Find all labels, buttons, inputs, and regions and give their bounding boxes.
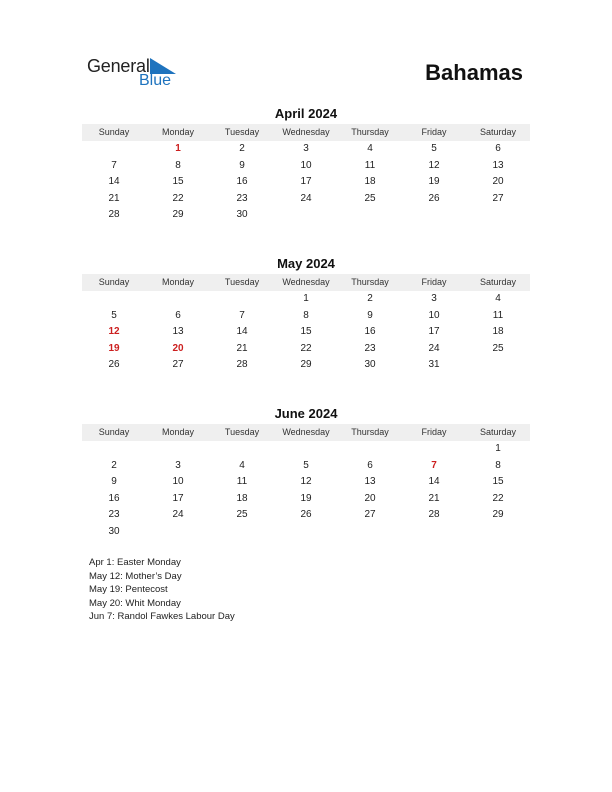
week-row [82, 491, 530, 508]
date-cell: 20 [364, 492, 376, 504]
date-cell: 27 [172, 359, 184, 370]
date-cell: 2 [367, 293, 373, 304]
weekday-label: Saturday [479, 427, 517, 437]
date-cell: 14 [236, 326, 248, 337]
empty-date-cell [146, 524, 210, 541]
date-cell: 27 [492, 192, 504, 204]
weekday-label: Sunday [98, 277, 130, 287]
date-cell: 30 [236, 209, 248, 220]
date-cell: 24 [300, 192, 312, 204]
week-row [82, 174, 530, 191]
date-cell: 6 [495, 143, 501, 154]
date-cell: 2 [111, 459, 117, 471]
date-cell: 26 [428, 192, 440, 204]
weekday-header-row [82, 124, 530, 141]
weekday-label: Friday [421, 427, 447, 437]
month-title: June 2024 [274, 406, 338, 421]
holiday-item: May 12: Mother’s Day [89, 570, 182, 582]
empty-date-cell [82, 141, 146, 158]
month-block [82, 406, 530, 540]
week-row [82, 141, 530, 158]
week-row [82, 308, 530, 325]
date-cell: 9 [367, 309, 373, 321]
date-cell: 17 [172, 492, 184, 504]
weekday-label: Tuesday [224, 427, 260, 437]
holiday-date-cell: 7 [431, 459, 437, 471]
date-cell: 16 [236, 176, 248, 187]
holiday-list [89, 556, 235, 624]
weekday-label: Monday [161, 427, 195, 437]
date-cell: 15 [492, 476, 504, 487]
week-row [82, 324, 530, 341]
date-cell: 2 [239, 143, 245, 154]
date-cell: 25 [492, 342, 504, 354]
date-cell: 28 [236, 359, 248, 370]
empty-date-cell [82, 441, 146, 458]
date-cell: 23 [236, 192, 248, 204]
month-title: April 2024 [274, 106, 338, 121]
generalblue-logo [87, 56, 187, 92]
week-row [82, 507, 530, 524]
weekday-label: Monday [161, 127, 195, 137]
date-cell: 25 [236, 509, 248, 520]
week-row [82, 474, 530, 491]
date-cell: 1 [303, 293, 309, 304]
weekday-header-row [82, 424, 530, 441]
date-cell: 4 [239, 459, 245, 471]
weekday-label: Monday [161, 277, 195, 287]
weekday-label: Saturday [479, 127, 517, 137]
week-row [82, 207, 530, 224]
empty-date-cell [210, 524, 274, 541]
empty-date-cell [82, 291, 146, 308]
holiday-item: May 20: Whit Monday [89, 597, 181, 609]
date-cell: 18 [364, 176, 376, 187]
weekday-label: Tuesday [224, 127, 260, 137]
date-cell: 22 [172, 192, 184, 204]
date-cell: 30 [364, 359, 376, 370]
date-cell: 11 [492, 309, 504, 321]
weekday-label: Thursday [351, 277, 389, 287]
empty-date-cell [338, 524, 402, 541]
date-cell: 5 [431, 143, 437, 154]
empty-date-cell [402, 207, 466, 224]
date-cell: 10 [300, 159, 312, 171]
date-cell: 29 [172, 209, 184, 220]
date-cell: 5 [303, 459, 309, 471]
date-cell: 16 [108, 492, 120, 504]
date-cell: 1 [495, 443, 501, 454]
weekday-label: Wednesday [282, 427, 330, 437]
weekday-label: Thursday [351, 427, 389, 437]
empty-date-cell [402, 441, 466, 458]
week-row [82, 158, 530, 175]
weekday-label: Friday [421, 127, 447, 137]
date-cell: 9 [111, 476, 117, 487]
date-cell: 6 [367, 459, 373, 471]
holiday-date-cell: 12 [108, 326, 120, 337]
date-cell: 8 [175, 159, 181, 171]
empty-date-cell [274, 524, 338, 541]
date-cell: 29 [492, 509, 504, 520]
date-cell: 22 [300, 342, 312, 354]
logo-text-blue: Blue [139, 72, 172, 89]
empty-date-cell [146, 441, 210, 458]
date-cell: 21 [428, 492, 440, 504]
weekday-label: Thursday [351, 127, 389, 137]
date-cell: 5 [111, 309, 117, 321]
empty-date-cell [466, 207, 530, 224]
date-cell: 17 [428, 326, 440, 337]
date-cell: 29 [300, 359, 312, 370]
date-cell: 25 [364, 192, 376, 204]
date-cell: 20 [492, 176, 504, 187]
date-cell: 15 [172, 176, 184, 187]
date-cell: 22 [492, 492, 504, 504]
empty-date-cell [466, 357, 530, 374]
empty-date-cell [210, 441, 274, 458]
holiday-date-cell: 19 [108, 342, 120, 354]
date-cell: 24 [428, 342, 440, 354]
date-cell: 7 [111, 159, 117, 171]
week-row [82, 441, 530, 458]
month-title: May 2024 [277, 256, 335, 271]
empty-date-cell [274, 207, 338, 224]
date-cell: 10 [172, 476, 184, 487]
weekday-label: Saturday [479, 277, 517, 287]
empty-date-cell [402, 524, 466, 541]
date-cell: 11 [236, 476, 248, 487]
week-row [82, 191, 530, 208]
empty-date-cell [146, 291, 210, 308]
weekday-header-row [82, 274, 530, 291]
empty-date-cell [338, 441, 402, 458]
week-row [82, 341, 530, 358]
date-cell: 16 [364, 326, 376, 337]
date-cell: 4 [367, 143, 373, 154]
weekday-label: Sunday [98, 127, 130, 137]
holiday-item: Apr 1: Easter Monday [89, 557, 181, 568]
holiday-date-cell: 1 [175, 143, 181, 154]
date-cell: 4 [495, 293, 501, 304]
date-cell: 12 [300, 476, 312, 487]
date-cell: 13 [364, 476, 376, 487]
date-cell: 24 [172, 509, 184, 520]
month-block [82, 256, 530, 374]
date-cell: 19 [300, 492, 312, 504]
weekday-label: Tuesday [224, 277, 260, 287]
date-cell: 6 [175, 309, 181, 321]
date-cell: 28 [428, 509, 440, 520]
date-cell: 28 [108, 209, 120, 220]
date-cell: 17 [300, 176, 312, 187]
weekday-label: Wednesday [282, 277, 330, 287]
logo-text-general: General [87, 56, 150, 76]
date-cell: 14 [428, 476, 440, 487]
week-row [82, 524, 530, 541]
date-cell: 15 [300, 326, 312, 337]
date-cell: 18 [492, 326, 504, 337]
holiday-item: May 19: Pentecost [89, 584, 168, 596]
holiday-item: Jun 7: Randol Fawkes Labour Day [89, 611, 235, 623]
date-cell: 26 [108, 359, 120, 370]
empty-date-cell [466, 524, 530, 541]
week-row [82, 357, 530, 374]
date-cell: 3 [303, 143, 309, 154]
date-cell: 8 [303, 309, 309, 321]
date-cell: 19 [428, 176, 440, 187]
date-cell: 31 [428, 359, 440, 370]
date-cell: 30 [108, 525, 120, 537]
weekday-label: Wednesday [282, 127, 330, 137]
date-cell: 21 [236, 342, 248, 354]
empty-date-cell [274, 441, 338, 458]
date-cell: 26 [300, 509, 312, 520]
date-cell: 7 [239, 309, 245, 321]
week-row [82, 458, 530, 475]
date-cell: 3 [175, 459, 181, 471]
date-cell: 12 [428, 159, 440, 171]
date-cell: 3 [431, 293, 437, 304]
date-cell: 23 [108, 509, 120, 520]
country-title: Bahamas [425, 60, 523, 85]
month-block [82, 106, 530, 224]
empty-date-cell [210, 291, 274, 308]
date-cell: 18 [236, 492, 248, 504]
date-cell: 10 [428, 309, 440, 321]
date-cell: 23 [364, 342, 376, 354]
date-cell: 9 [239, 159, 245, 171]
date-cell: 21 [108, 192, 120, 204]
date-cell: 13 [172, 326, 184, 337]
empty-date-cell [338, 207, 402, 224]
weekday-label: Friday [421, 277, 447, 287]
weekday-label: Sunday [98, 427, 130, 437]
date-cell: 11 [364, 159, 376, 171]
holiday-date-cell: 20 [172, 342, 184, 354]
week-row [82, 291, 530, 308]
date-cell: 14 [108, 176, 120, 187]
date-cell: 13 [492, 159, 504, 171]
date-cell: 27 [364, 509, 376, 520]
date-cell: 8 [495, 459, 501, 471]
